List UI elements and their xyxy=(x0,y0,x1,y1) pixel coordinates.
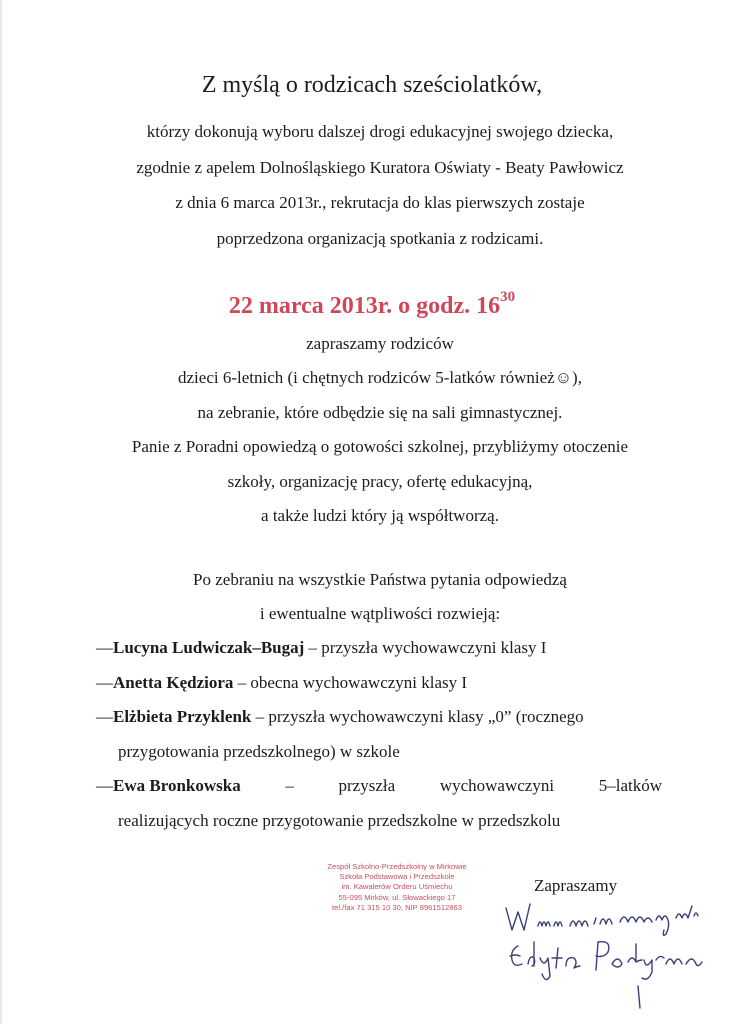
invite-line: Panie z Poradni opowiedzą o gotowości szkolnej, przybliżymy otoczenie xyxy=(131,437,629,457)
role-word: – xyxy=(285,776,294,795)
document-title: Z myślą o rodzicach sześciolatków, xyxy=(201,72,543,98)
teacher-item xyxy=(96,631,662,666)
stamp-line: Zespół Szkolno-Przedszkolny w Mirkowie xyxy=(327,862,467,871)
role-word: przyszła xyxy=(338,776,396,795)
school-stamp xyxy=(302,862,492,913)
stamp-line: im. Kawalerów Orderu Uśmiechu xyxy=(341,882,453,892)
teacher-name: Lucyna Ludwiczak–Bugaj xyxy=(113,638,305,657)
teacher-item xyxy=(96,769,662,838)
invite-line: szkoły, organizację pracy, ofertę edukacyjną, xyxy=(227,471,533,491)
teacher-name: Elżbieta Przyklenk xyxy=(113,707,252,726)
intro-paragraph xyxy=(60,114,700,256)
teacher-role-continued: przygotowania przedszkolnego) w szkole xyxy=(118,741,400,761)
intro-line: z dnia 6 marca 2013r., rekrutacja do klas pierwszych zostaje xyxy=(175,193,585,212)
teacher-role-continued: realizujących roczne przygotowanie przedszkolne w przedszkolu xyxy=(118,810,561,830)
teacher-item xyxy=(96,666,662,701)
handwritten-signature xyxy=(488,886,718,1016)
invite-line: dzieci 6-letnich (i chętnych rodziców 5-latków również☺), xyxy=(178,368,582,388)
role-word: wychowawczyni xyxy=(439,776,555,795)
invite-line: zapraszamy rodziców xyxy=(306,334,454,353)
teachers-list xyxy=(96,631,662,838)
stamp-line: Szkoła Podstawowa i Przedszkole xyxy=(339,872,455,882)
role-word: 5–latków xyxy=(598,776,662,795)
teacher-role: – przyszła wychowawczyni klasy „0” (rocznego xyxy=(251,707,584,726)
teacher-justified-line xyxy=(96,769,662,804)
dash: — xyxy=(96,707,113,726)
teacher-role: – obecna wychowawczyni klasy I xyxy=(233,672,468,692)
teacher-name: Ewa Bronkowska xyxy=(113,776,241,795)
dash: — xyxy=(96,672,113,692)
after-line: i ewentualne wątpliwości rozwieją: xyxy=(259,604,501,623)
after-line: Po zebraniu na wszystkie Państwa pytania odpowiedzą xyxy=(193,570,567,589)
invite-line: a także ludzi który ją współtworzą. xyxy=(261,506,499,526)
after-meeting-paragraph xyxy=(60,563,700,631)
intro-line: poprzedzona organizacją spotkania z rodzicami. xyxy=(216,228,544,248)
stamp-line: 55-095 Mirków, ul. Słowackiego 17 xyxy=(338,892,456,902)
dash: — xyxy=(96,776,113,795)
intro-line: którzy dokonują wyboru dalszej drogi edukacyjnej swojego dziecka, xyxy=(146,122,614,141)
event-date-text: 22 marca 2013r. o godz. 16 xyxy=(228,293,501,319)
intro-line: zgodnie z apelem Dolnośląskiego Kuratora Oświaty - Beaty Pawłowicz xyxy=(136,157,624,177)
invitation-paragraph xyxy=(60,327,700,533)
stamp-line: tel./fax 71 315 10 30, NIP 8961512863 xyxy=(332,902,462,912)
teacher-name: Anetta Kędziora xyxy=(113,672,234,692)
dash: — xyxy=(96,638,113,657)
closing-text: Zapraszamy xyxy=(534,876,618,895)
event-date-heading xyxy=(0,283,744,323)
teacher-role: – przyszła wychowawczyni klasy I xyxy=(304,638,547,657)
teacher-item xyxy=(96,700,662,769)
invite-line: na zebranie, które odbędzie się na sali gimnastycznej. xyxy=(197,402,563,422)
event-time-superscript: 30 xyxy=(500,289,516,305)
